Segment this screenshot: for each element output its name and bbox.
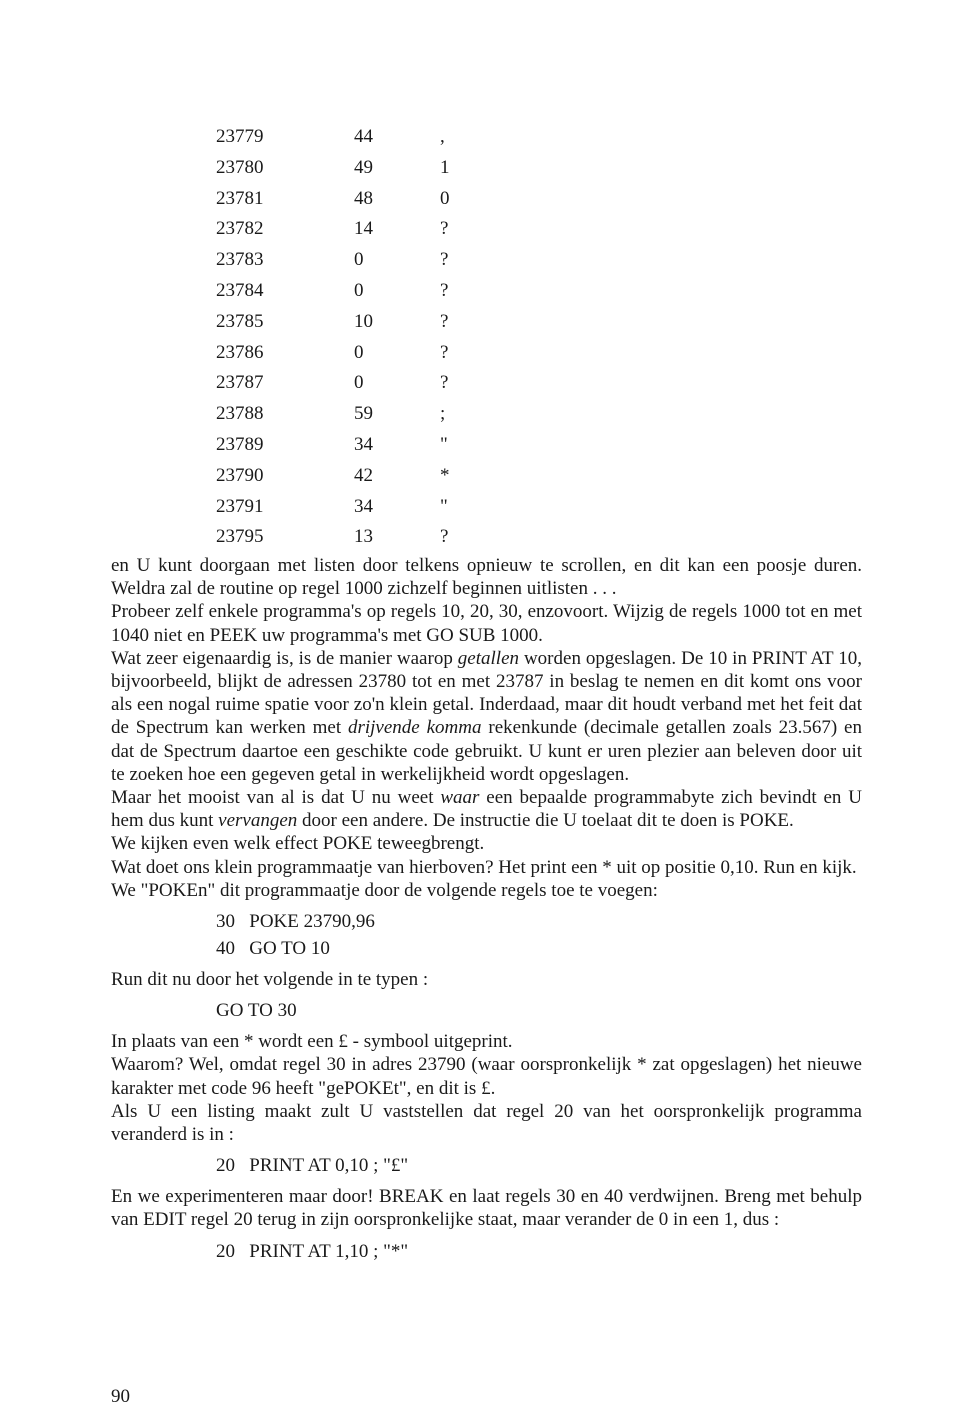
char-cell: ? (440, 372, 449, 394)
value-cell: 34 (354, 433, 373, 455)
value-cell: 48 (354, 187, 373, 209)
char-cell: , (440, 126, 445, 147)
paragraph: Maar het mooist van al is dat U nu weet waar een bepaalde programmabyte zich bevindt en U hem dus kunt vervangen door een andere. De instructie die U toelaat dit te doen is POKE. (111, 787, 862, 832)
table-row (216, 276, 480, 307)
paragraph: Waarom? Wel, omdat regel 30 in adres 23790 (waar oorspronkelijk * zat opgeslagen) het nieuwe karakter met code 96 heeft "gePOKEt", en dit is £. (111, 1054, 862, 1099)
value-cell: 42 (354, 464, 373, 486)
char-cell: " (440, 433, 448, 455)
address-cell: 23789 (216, 433, 264, 455)
table-row (216, 399, 480, 430)
address-cell: 23782 (216, 218, 264, 240)
emphasis: drijvende komma (347, 717, 482, 739)
char-cell: 0 (440, 187, 450, 209)
table-row (216, 245, 480, 276)
address-cell: 23786 (216, 341, 264, 363)
paragraph: Probeer zelf enkele programma's op regels 10, 20, 30, enzovoort. Wijzig de regels 1000 tot en met 1040 niet en PEEK uw programma's met GO SUB 1000. (111, 601, 862, 646)
table-row (216, 122, 480, 153)
char-cell: ? (440, 218, 449, 240)
value-cell: 49 (354, 156, 373, 178)
value-cell: 13 (354, 526, 373, 548)
table-row (216, 184, 480, 215)
paragraph: Als U een listing maakt zult U vaststellen dat regel 20 van het oorspronkelijk programma veranderd is in : (111, 1100, 862, 1146)
address-cell: 23784 (216, 279, 264, 301)
char-cell: " (440, 495, 448, 517)
table-row (216, 214, 480, 245)
address-cell: 23790 (216, 464, 264, 486)
char-cell: ; (440, 403, 446, 425)
code-line: GO TO 30 (216, 1000, 297, 1022)
code-line: 30 POKE 23790,96 (216, 911, 375, 933)
table-row (216, 461, 480, 492)
char-cell: ? (440, 341, 449, 363)
code-line: 40 GO TO 10 (216, 938, 330, 960)
address-cell: 23785 (216, 310, 264, 332)
paragraph: en U kunt doorgaan met listen door telkens opnieuw te scrollen, en dit kan een poosje duren. Weldra zal de routine op regel 1000 zichzelf beginnen uitlisten . . . (111, 555, 862, 600)
value-cell: 0 (354, 372, 364, 394)
memory-table (216, 122, 480, 553)
code-line: 20 PRINT AT 1,10 ; "*" (216, 1240, 409, 1262)
address-cell: 23780 (216, 156, 264, 178)
value-cell: 0 (354, 279, 364, 301)
value-cell: 59 (354, 403, 373, 425)
value-cell: 44 (354, 126, 373, 147)
address-cell: 23781 (216, 187, 264, 209)
table-row (216, 368, 480, 399)
value-cell: 0 (354, 249, 364, 271)
table-row (216, 522, 480, 553)
address-cell: 23787 (216, 372, 264, 394)
char-cell: ? (440, 249, 449, 271)
paragraph: En we experimenteren maar door! BREAK en laat regels 30 en 40 verdwijnen. Breng met behulp van EDIT regel 20 terug in zijn oorspronkelijke staat, maar verander de 0 in een 1, dus : (111, 1186, 862, 1231)
emphasis: getallen (457, 647, 519, 669)
emphasis: waar (440, 787, 480, 809)
address-cell: 23788 (216, 403, 264, 425)
emphasis: vervangen (218, 810, 298, 832)
paragraph: Run dit nu door het volgende in te typen : (111, 969, 429, 991)
address-cell: 23779 (216, 126, 264, 147)
paragraph: In plaats van een * wordt een £ - symbool uitgeprint. (111, 1031, 513, 1053)
page-number: 90 (111, 1386, 130, 1407)
code-line: 20 PRINT AT 0,10 ; "£" (216, 1155, 409, 1177)
paragraph: We "POKEn" dit programmaatje door de volgende regels toe te voegen: (111, 879, 658, 901)
body-text (111, 554, 862, 1265)
char-cell: ? (440, 279, 449, 301)
char-cell: ? (440, 526, 449, 548)
table-row (216, 307, 480, 338)
value-cell: 10 (354, 310, 373, 332)
table-row (216, 492, 480, 523)
table-row (216, 338, 480, 369)
address-cell: 23795 (216, 526, 264, 548)
paragraph: Wat doet ons klein programmaatje van hierboven? Het print een * uit op positie 0,10. Run en kijk. (111, 856, 857, 878)
char-cell: ? (440, 310, 449, 332)
value-cell: 0 (354, 341, 364, 363)
value-cell: 14 (354, 218, 373, 240)
paragraph: We kijken even welk effect POKE teweegbrengt. (111, 833, 485, 855)
paragraph: Wat zeer eigenaardig is, is de manier waarop getallen worden opgeslagen. De 10 in PRINT AT 10, bijvoorbeeld, blijkt de adressen 23780 tot en met 23787 in beslag te nemen en dit komt ons voor als een nogal ruime spatie voor zo'n klein getal. Inderdaad, maar dit houdt verband met het feit dat de Spectrum kan werken met drijvende komma rekenkunde (decimale getallen zoals 23.567) en dat de Spectrum daartoe een geschikte code gebruikt. U kunt er uren plezier aan beleven door uit te zoeken hoe een gegeven getal in werkelijkheid wordt opgeslagen. (111, 647, 862, 785)
char-cell: * (440, 464, 450, 486)
address-cell: 23783 (216, 249, 264, 271)
table-row (216, 153, 480, 184)
char-cell: 1 (440, 156, 450, 178)
address-cell: 23791 (216, 495, 264, 517)
value-cell: 34 (354, 495, 373, 517)
table-row (216, 430, 480, 461)
